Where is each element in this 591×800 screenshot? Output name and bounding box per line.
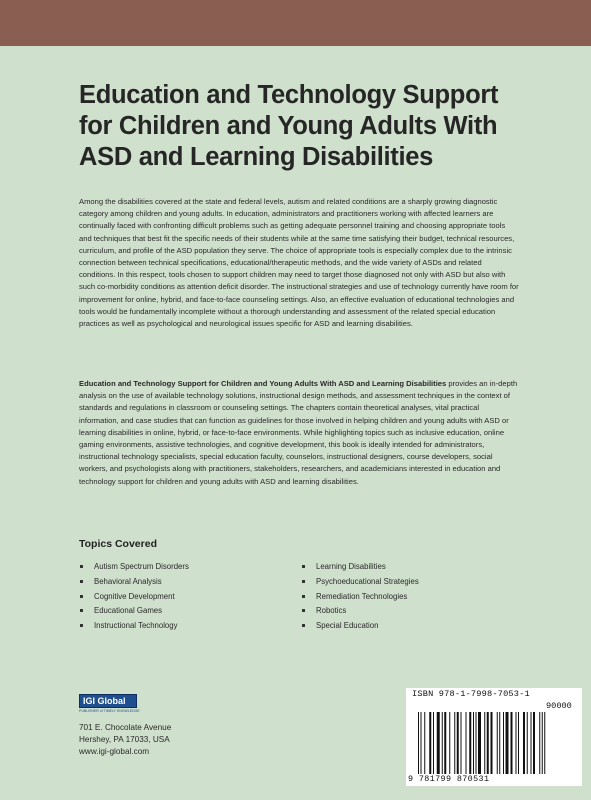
isbn-barcode	[406, 688, 582, 786]
barcode-stripe	[503, 712, 504, 774]
barcode-stripe	[444, 712, 446, 774]
barcode-stripe	[449, 712, 450, 774]
barcode-stripe	[531, 712, 532, 774]
isbn-label: ISBN 978-1-7998-7053-1	[412, 689, 530, 699]
barcode-number: 9 781799 870531	[408, 774, 490, 784]
description-paragraph-2	[79, 378, 519, 488]
barcode-stripe	[429, 712, 431, 774]
barcode-stripe	[484, 712, 485, 774]
barcode-stripe	[497, 712, 498, 774]
topics-list-right	[301, 560, 419, 634]
bullet-icon	[80, 624, 83, 627]
topic-item	[79, 619, 189, 634]
publisher-logo	[79, 694, 141, 716]
top-color-band	[0, 0, 591, 46]
topics-list-left	[79, 560, 189, 634]
barcode-stripe	[542, 712, 543, 774]
barcode-stripe	[461, 712, 462, 774]
barcode-stripe	[499, 712, 500, 774]
bullet-icon	[80, 595, 83, 598]
barcode-stripe	[476, 712, 477, 774]
barcode-bars	[418, 712, 578, 774]
title-line-3: ASD and Learning Disabilities	[79, 143, 434, 171]
topic-label: Autism Spectrum Disorders	[94, 562, 189, 571]
topic-item	[301, 575, 419, 590]
barcode-stripe	[491, 712, 493, 774]
address-line-street: 701 E. Chocolate Avenue	[79, 723, 172, 732]
barcode-stripe	[442, 712, 443, 774]
barcode-stripe	[539, 712, 540, 774]
title-line-1: Education and Technology Support	[79, 81, 499, 109]
bullet-icon	[302, 609, 305, 612]
bullet-icon	[302, 624, 305, 627]
barcode-stripe	[469, 712, 471, 774]
barcode-stripe	[478, 712, 481, 774]
bullet-icon	[302, 565, 305, 568]
topic-label: Behavioral Analysis	[94, 576, 162, 586]
barcode-stripe	[523, 712, 525, 774]
barcode-stripe	[454, 712, 455, 774]
title-line-2: for Children and Young Adults With	[79, 112, 498, 140]
topic-item	[301, 560, 419, 575]
topic-item	[79, 575, 189, 590]
barcode-stripe	[421, 712, 422, 774]
topic-label: Robotics	[316, 606, 347, 616]
topic-item	[79, 560, 189, 575]
paragraph-2-book-title: Education and Technology Support for Children and Young Adults With ASD and Learning Disabilities	[79, 379, 447, 388]
barcode-stripe	[506, 712, 509, 774]
topic-item	[79, 604, 189, 619]
topics-heading: Topics Covered	[79, 538, 157, 550]
paragraph-2-text: provides an in-depth analysis on the use of available technology solutions, instructional design methods, and assessment techniques in the context of standards and regulations in classroom or counseling settings. The chapters contain theoretical analyses, vital practical information, and case studies that can function as guidelines for those involved in helping children and young adults with ASD or learning disabilities in online, hybrid, or face-to-face environments. While highlighting topics such as inclusive education, online gaming environments, assistive technologies, and cognitive development, this book is ideally intended for administrators, instructional technology specialists, special education faculty, counselors, instructional designers, course developers, social workers, and psychologists along with practitioners, stakeholders, researchers, and academicians interested in education and technology support for children and young adults with ASD and learning disabilities.	[79, 379, 518, 486]
address-line-city: Hershey, PA 17033, USA	[79, 735, 170, 744]
description-paragraph-1: Among the disabilities covered at the state and federal levels, autism and related conditions are a sharply growing diagnostic category among children and young adults. In education, administrators and practitioners working with affected learners are continually faced with confronting difficult problems such as getting adequate personnel training and choosing appropriate tools and techniques that best fit the specific needs of their students while at the same time satisfying their budget, technical resources, curriculum, and profile of the ASD population they serve. The choice of appropriate tools is especially complex due to the intrinsic connection between technical specifications, educational/therapeutic methods, and the wide variety of ASDs and related conditions. In this respect, tools chosen to support children may need to target those diagnosed not only with ASD but also with such co-morbidity conditions as attention deficit disorder. The instructional strategies and use of technology currently have room for improvement for online, hybrid, and face-to-face counseling settings. Also, an effective evaluation of educational technologies and tools would be fundamentally incomplete without a thorough understanding and assessment of the related special education practices as well as psychological and neurological issues specific for ASD and learning disabilities.	[79, 197, 519, 329]
topic-label: Special Education	[316, 621, 379, 631]
barcode-stripe	[437, 712, 440, 774]
topic-label: Learning Disabilities	[316, 562, 386, 571]
barcode-stripe	[544, 712, 545, 774]
topic-label: Remediation Technologies	[316, 591, 408, 601]
topic-item	[301, 619, 419, 634]
barcode-stripe	[424, 712, 425, 774]
topic-label: Cognitive Development	[94, 591, 175, 601]
topic-item	[301, 590, 419, 605]
barcode-stripe	[511, 712, 513, 774]
book-title	[79, 80, 539, 173]
topic-label: Educational Games	[94, 606, 163, 616]
barcode-stripe	[418, 712, 419, 774]
publisher-address	[79, 722, 171, 758]
publisher-logo-tagline: PUBLISHER of TIMELY KNOWLEDGE	[79, 709, 140, 713]
bullet-icon	[80, 580, 83, 583]
barcode-stripe	[473, 712, 474, 774]
price-code: 90000	[546, 701, 572, 711]
topic-item	[301, 604, 419, 619]
bullet-icon	[302, 595, 305, 598]
publisher-logo-text: IGI Global	[79, 694, 137, 708]
bullet-icon	[80, 565, 83, 568]
address-line-website: www.igi-global.com	[79, 747, 150, 756]
bullet-icon	[80, 609, 83, 612]
barcode-stripe	[518, 712, 519, 774]
bullet-icon	[302, 580, 305, 583]
barcode-stripe	[433, 712, 434, 774]
barcode-stripe	[487, 712, 489, 774]
barcode-stripe	[533, 712, 535, 774]
barcode-stripe	[527, 712, 528, 774]
barcode-stripe	[466, 712, 467, 774]
topic-label: Instructional Technology	[94, 621, 178, 631]
barcode-stripe	[516, 712, 517, 774]
topic-label: Psychoeducational Strategies	[316, 576, 419, 586]
topic-item	[79, 590, 189, 605]
barcode-stripe	[457, 712, 459, 774]
